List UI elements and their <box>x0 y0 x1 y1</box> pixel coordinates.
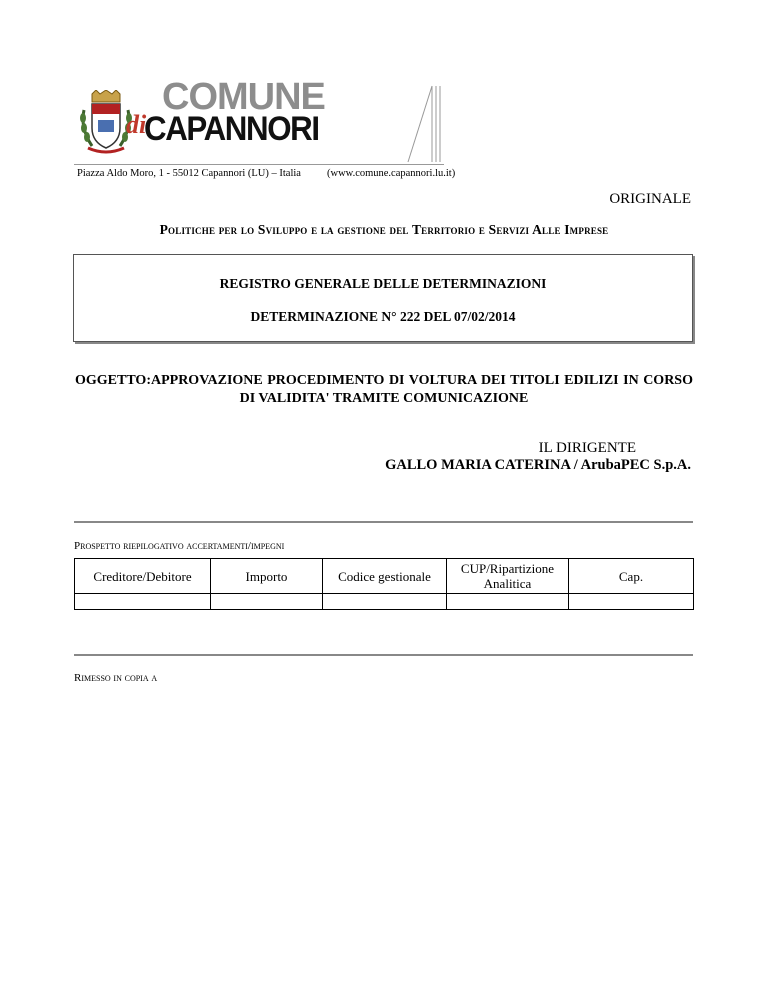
accounting-table <box>74 558 694 610</box>
registry-box <box>73 254 693 342</box>
decorative-lines-icon <box>404 84 444 164</box>
table-cell <box>447 594 569 610</box>
column-header: CUP/Ripartizione Analitica <box>447 559 569 594</box>
section-divider <box>74 521 693 523</box>
signer-role: IL DIRIGENTE <box>538 440 636 456</box>
table-cell <box>323 594 447 610</box>
rimesso-title: Rimesso in copia a <box>74 672 158 684</box>
website: (www.comune.capannori.lu.it) <box>327 168 456 179</box>
department-title: Politiche per lo Sviluppo e la gestione del Territorio e Servizi Alle Imprese <box>159 222 609 237</box>
table-cell <box>211 594 323 610</box>
column-header: Codice gestionale <box>323 559 447 594</box>
document-status: ORIGINALE <box>609 191 691 207</box>
address: Piazza Aldo Moro, 1 - 55012 Capannori (LU) – Italia <box>77 168 301 179</box>
determination-number: DETERMINAZIONE N° 222 DEL 07/02/2014 <box>250 309 516 324</box>
brand-capannori: CAPANNORI <box>144 110 319 148</box>
column-header: Creditore/Debitore <box>75 559 211 594</box>
subject: OGGETTO:APPROVAZIONE PROCEDIMENTO DI VOLTURA DEI TITOLI EDILIZI IN CORSO DI VALIDITA' TRAMITE COMUNICAZIONE <box>75 373 693 406</box>
brand-di: di <box>126 110 147 139</box>
header-divider <box>74 164 444 165</box>
table-header-row <box>75 559 694 594</box>
brand-comune: COMUNE <box>162 76 325 118</box>
column-header: Cap. <box>569 559 694 594</box>
column-header: Importo <box>211 559 323 594</box>
table-cell <box>75 594 211 610</box>
comune-logo <box>74 76 444 166</box>
table-row <box>75 594 694 610</box>
signer-name: GALLO MARIA CATERINA / ArubaPEC S.p.A. <box>385 457 691 473</box>
prospetto-title: Prospetto riepilogativo accertamenti/impegni <box>74 540 285 552</box>
section-divider <box>74 654 693 656</box>
table-cell <box>569 594 694 610</box>
registry-title: REGISTRO GENERALE DELLE DETERMINAZIONI <box>219 276 547 291</box>
